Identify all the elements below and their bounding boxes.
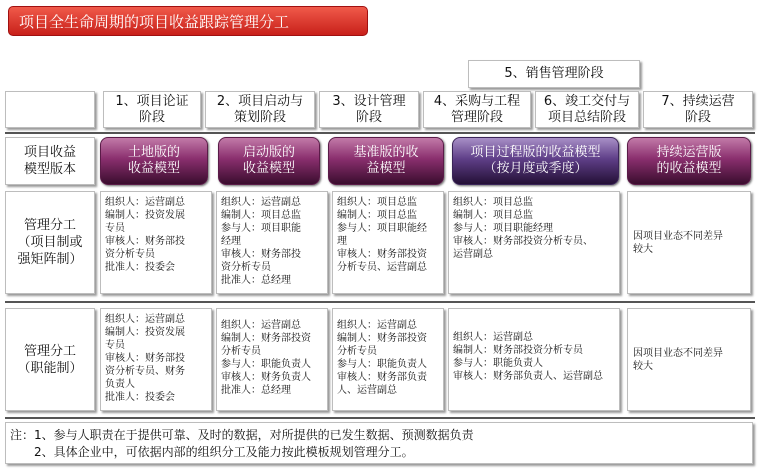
project-stage3-roles: 组织人：项目总监 编制人：项目总监 参与人：项目职能经 理 审核人：财务部投资 分析专员、运营副总: [332, 191, 444, 294]
divider-line: [5, 301, 755, 303]
stage-1-header: 1、项目论证 阶段: [103, 91, 201, 128]
process-model-pill: 项目过程版的收益模型 （按月度或季度）: [452, 137, 619, 185]
baseline-model-pill: 基准版的收 益模型: [328, 137, 444, 185]
functional-stage3-roles: 组织人：运营副总 编制人：财务部投资 分析专员 参与人：职能负责人 审核人：财务部负责 人、运营副总: [332, 308, 444, 411]
functional-stage4-roles: 组织人：运营副总 编制人：财务部投资分析专员 参与人：职能负责人 审核人：财务部负责人、运营副总: [448, 308, 620, 411]
operation-model-pill: 持续运营版 的收益模型: [627, 137, 751, 185]
page-title: 项目全生命周期的项目收益跟踪管理分工: [8, 6, 368, 36]
stage-7-header: 7、持续运营 阶段: [643, 91, 753, 128]
project-stage4-roles: 组织人：项目总监 编制人：项目总监 参与人：项目职能经理 审核人：财务部投资分析专员、 运营副总: [448, 191, 620, 294]
divider-line: [5, 132, 755, 134]
notes-box: [5, 422, 753, 464]
startup-model-pill: 启动版的 收益模型: [218, 137, 320, 185]
stage-5-header: 5、销售管理阶段: [468, 60, 640, 88]
stage-2-header: 2、项目启动与 策划阶段: [205, 91, 315, 128]
divider-line: [5, 417, 755, 419]
project-stage1-roles: 组织人：运营副总 编制人：投资发展 专员 审核人：财务部投 资分析专员 批准人：投委会: [100, 191, 212, 294]
land-model-pill: 土地版的 收益模型: [100, 137, 208, 185]
note-2: 2、具体企业中，可依据内部的组织分工及能力按此模板规划管理分工。: [10, 445, 414, 459]
stage-4-header: 4、采购与工程 管理阶段: [423, 91, 531, 128]
project-stage7-roles: 因项目业态不同差异 较大: [627, 191, 751, 294]
project-system-label: 管理分工 （项目制或 强矩阵制）: [5, 191, 95, 294]
project-stage2-roles: 组织人：运营副总 编制人：项目总监 参与人：项目职能 经理 审核人：财务部投 资分析专员 批准人：总经理: [216, 191, 328, 294]
functional-stage2-roles: 组织人：运营副总 编制人：财务部投资 分析专员 参与人：职能负责人 审核人：财务负责人 批准人：总经理: [216, 308, 328, 411]
model-version-label: 项目收益 模型版本: [5, 137, 95, 185]
functional-stage7-roles: 因项目业态不同差异 较大: [627, 308, 751, 411]
note-1: 注：1、参与人职责在于提供可靠、及时的数据，对所提供的已发生数据、预测数据负责: [10, 428, 474, 442]
functional-label: 管理分工 （职能制）: [5, 308, 95, 411]
stage-3-header: 3、设计管理 阶段: [319, 91, 419, 128]
corner-cell: [5, 91, 95, 128]
functional-stage1-roles: 组织人：运营副总 编制人：投资发展 专员 审核人：财务部投 资分析专员、财务 负责人 批准人：投委会: [100, 308, 212, 411]
stage-6-header: 6、竣工交付与 项目总结阶段: [535, 91, 639, 128]
